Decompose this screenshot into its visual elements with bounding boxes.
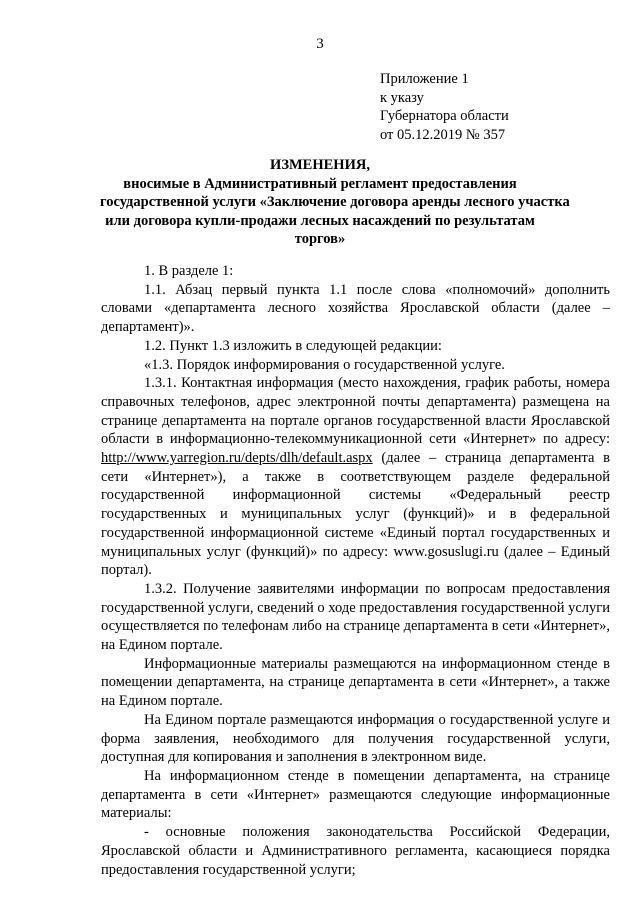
appendix-line: к указу: [380, 89, 424, 106]
document-body: [101, 262, 610, 879]
paragraph: Информационные материалы размещаются на информационном стенде в помещении департамента, на странице департамента в сети «Интернет», а также на Едином портале.: [101, 655, 610, 710]
paragraph: 1.2. Пункт 1.3 изложить в следующей редакции:: [144, 337, 442, 354]
appendix-line: Приложение 1: [380, 71, 469, 87]
document-heading: [100, 156, 570, 249]
paragraph: На Едином портале размещаются информация о государственной услуге и форма заявления, необходимого для получения государственной услуги, доступная для копирования и заполнения в электронном виде.: [101, 711, 610, 766]
heading-line: или договора купли-продажи лесных насаждений по результатам: [105, 212, 535, 229]
paragraph-contacts: [101, 374, 610, 580]
appendix-block: [380, 70, 620, 144]
paragraph: 1.3.2. Получение заявителями информации по вопросам предоставления государственной услуги, сведений о ходе предоставления государственной услуги осуществляется по телефонам либо на странице департамента в сети «Интернет», на Едином портале.: [101, 580, 610, 654]
heading-line: государственной услуги «Заключение договора аренды лесного участка: [100, 194, 570, 210]
appendix-line: Губернатора области: [380, 108, 509, 124]
heading-line: вносимые в Административный регламент предоставления: [123, 175, 517, 192]
paragraph: «1.3. Порядок информирования о государственной услуге.: [144, 356, 505, 373]
paragraph: 1.1. Абзац первый пункта 1.1 после слова «полномочий» дополнить словами «департамента лесного хозяйства Ярославской области (далее – департамент)».: [101, 281, 610, 336]
appendix-line: от 05.12.2019 № 357: [380, 126, 506, 143]
paragraph-text: (далее – страница департамента в сети «Интернет»), а также в соответствующем разделе федеральной государственной информационной системы «Федеральный реестр государственных и муниципальных услуг (функций)» и в федеральной государственной информационной системе «Единый портал государственных и муниципальных услуг (функций)» по адресу: www.gosuslugi.ru (далее – Единый портал).: [101, 450, 610, 579]
paragraph: На информационном стенде в помещении департамента, на странице департамента в сети «Интернет» размещаются следующие информационные материалы:: [101, 767, 610, 822]
page-number: 3: [316, 36, 324, 52]
paragraph: 1. В разделе 1:: [144, 263, 234, 279]
heading-line: торгов»: [294, 231, 346, 247]
paragraph-text: 1.3.1. Контактная информация (место нахождения, график работы, номера справочных телефонов, адрес электронной почты департамента) размещена на странице департамента на портале органов государственной власти Ярославской области в информационно-телекоммуникационной сети «Интернет» по адресу:: [101, 375, 610, 448]
department-page-link[interactable]: http://www.yarregion.ru/depts/dlh/default.aspx: [101, 450, 373, 467]
paragraph: - основные положения законодательства Российской Федерации, Ярославской области и Административного регламента, касающиеся порядка предоставления государственной услуги;: [101, 824, 610, 878]
heading-title: ИЗМЕНЕНИЯ,: [270, 157, 370, 173]
